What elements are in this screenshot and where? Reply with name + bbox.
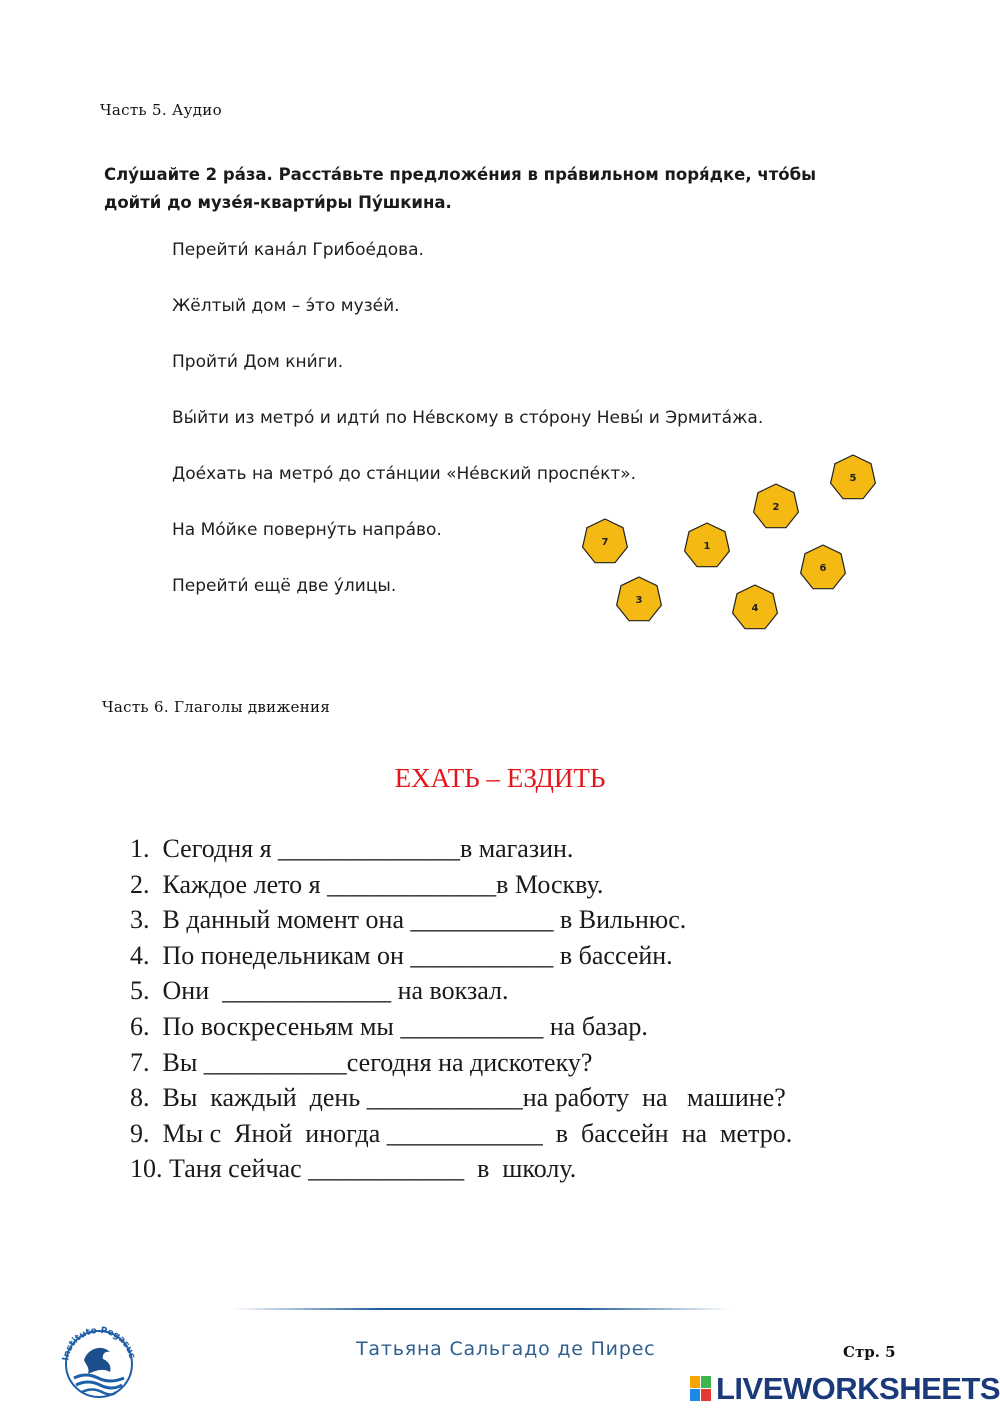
number-badge[interactable] xyxy=(828,453,878,503)
exercise-item[interactable]: 7. Вы ___________сегодня на дискотеку? xyxy=(130,1047,593,1077)
sentence-item[interactable]: На Мо́йке поверну́ть напра́во. xyxy=(172,520,442,540)
number-badge-label: 5 xyxy=(849,472,857,484)
exercise-item[interactable]: 5. Они _____________ на вокзал. xyxy=(130,976,509,1006)
number-badge-label: 4 xyxy=(751,602,759,614)
sentence-item[interactable]: Перейти́ ещё две у́лицы. xyxy=(172,576,397,596)
author-name: Татьяна Сальгадо де Пирес xyxy=(356,1338,656,1360)
part5-heading: Часть 5. Аудио xyxy=(100,101,222,119)
exercise-item[interactable]: 9. Мы с Яной иногда ____________ в бассейн на метро. xyxy=(130,1118,793,1148)
exercise-item[interactable]: 8. Вы каждый день ____________на работу на машине? xyxy=(130,1083,786,1113)
number-badge[interactable] xyxy=(798,543,848,593)
number-badge[interactable] xyxy=(580,517,630,567)
exercise-title: ЕХАТЬ – ЕЗДИТЬ xyxy=(394,763,606,793)
part5-instruction: Слу́шайте 2 ра́за. Расста́вьте предложе́ния в пра́вильном поря́дке, что́бы дойти́ до музе́я-кварти́ры Пу́шкина. xyxy=(104,165,817,212)
logo-text: Instituto Pegasus xyxy=(61,1325,137,1362)
exercise-item[interactable]: 4. По понедельникам он ___________ в бассейн. xyxy=(130,940,673,970)
number-badge[interactable] xyxy=(730,583,780,633)
number-badge-label: 3 xyxy=(635,594,643,606)
number-badge[interactable] xyxy=(614,575,664,625)
sentence-item[interactable]: Вы́йти из метро́ и идти́ по Не́вскому в сто́рону Невы́ и Эрмита́жа. xyxy=(172,408,764,428)
exercise-item[interactable]: 3. В данный момент она ___________ в Вильнюс. xyxy=(130,905,687,935)
liveworksheets-icon xyxy=(690,1376,712,1402)
number-badge-label: 6 xyxy=(819,562,827,574)
number-badge-label: 7 xyxy=(601,536,609,548)
part6-heading: Часть 6. Глаголы движения xyxy=(102,698,331,716)
exercise-item[interactable]: 10. Таня сейчас ____________ в школу. xyxy=(130,1154,577,1184)
number-badge[interactable] xyxy=(751,482,801,532)
sentence-item[interactable]: Жёлтый дом – э́то музе́й. xyxy=(172,296,400,316)
exercise-item[interactable]: 6. По воскресеньям мы ___________ на базар. xyxy=(130,1012,648,1041)
sentence-item[interactable]: Дое́хать на метро́ до ста́нции «Не́вский проспе́кт». xyxy=(172,464,637,484)
page-number: Стр. 5 xyxy=(843,1343,896,1361)
exercise-item[interactable]: 2. Каждое лето я _____________в Москву. xyxy=(130,869,604,899)
number-badge[interactable] xyxy=(682,521,732,571)
sentence-item[interactable]: Перейти́ кана́л Грибое́дова. xyxy=(172,240,424,260)
liveworksheets-brand[interactable] xyxy=(690,1372,1000,1406)
instituto-pegasus-logo xyxy=(58,1318,140,1402)
footer-divider xyxy=(232,1308,730,1310)
liveworksheets-wordmark: LIVEWORKSHEETS xyxy=(716,1371,1000,1406)
number-badge-label: 1 xyxy=(703,540,711,552)
sentence-item[interactable]: Пройти́ Дом кни́ги. xyxy=(172,352,344,372)
exercise-item[interactable]: 1. Сегодня я ______________в магазин. xyxy=(130,834,574,863)
number-badge-label: 2 xyxy=(772,501,780,513)
